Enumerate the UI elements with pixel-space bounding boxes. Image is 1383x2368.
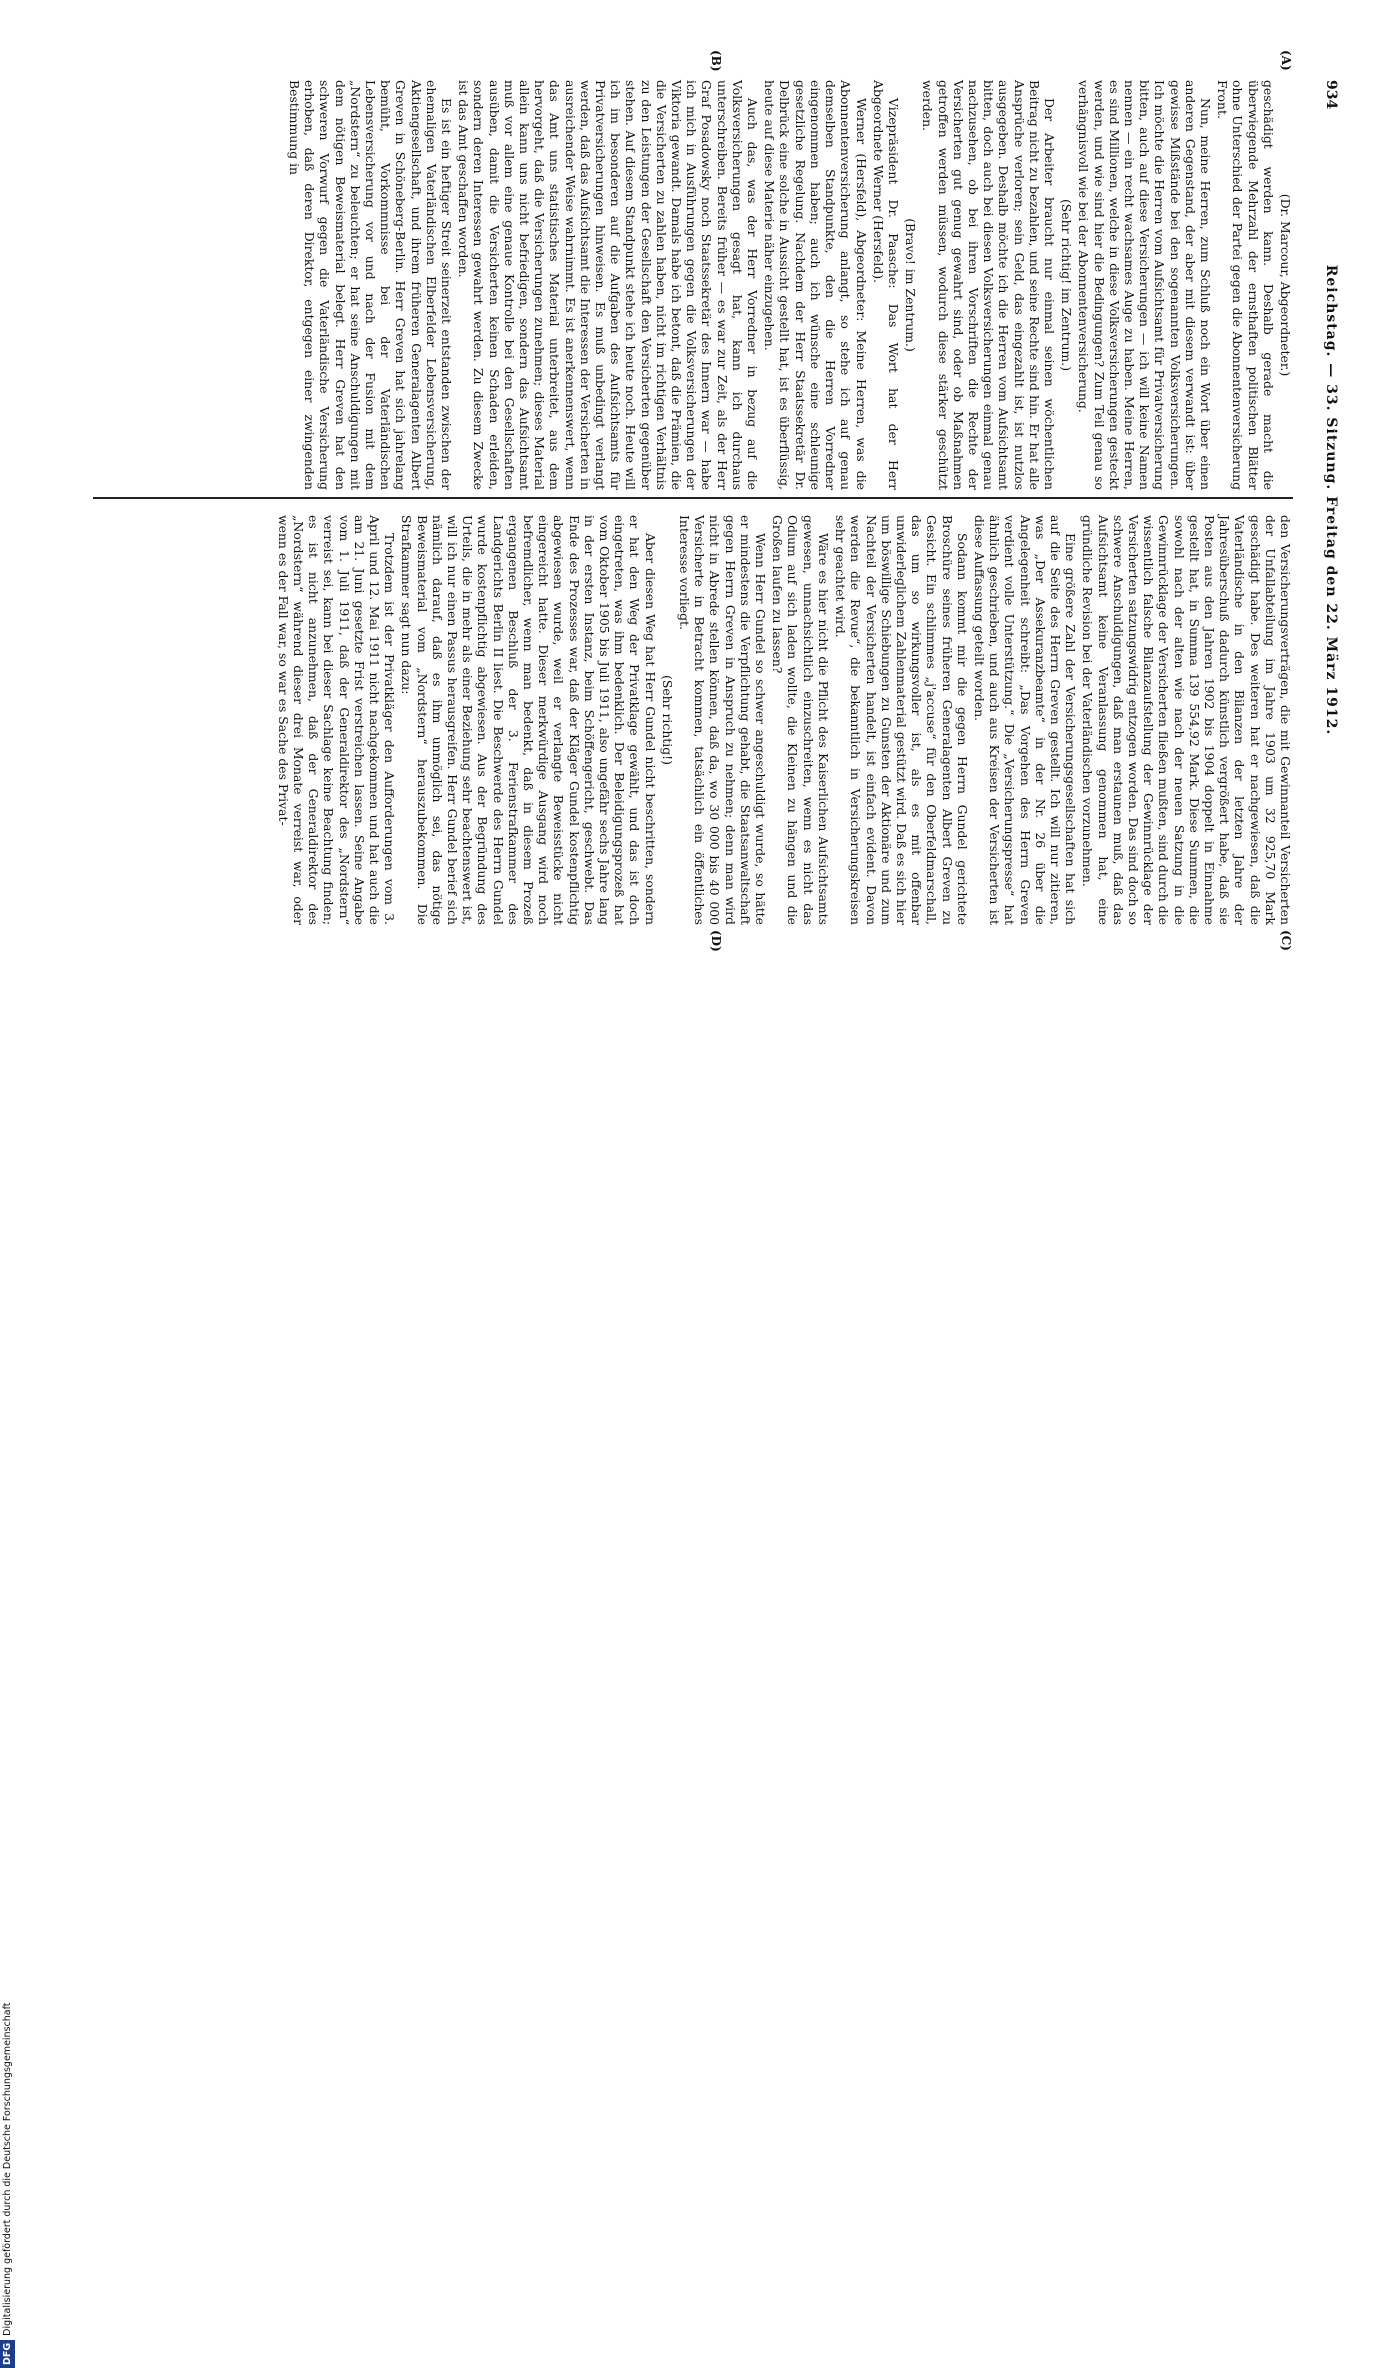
paragraph: Wäre es hier nicht die Pflicht des Kaiserlichen Aufsichtsamts gewesen, unnachsichtlich einzuschreiten, wenn es nicht das Odium auf sich laden wollte, die Kleinen zu hängen und die Großen laufen zu lassen?: [770, 515, 831, 925]
paragraph: Wenn Herr Gundel so schwer angeschuldigt wurde, so hätte er mindestens die Verpflichtung gehabt, die Staatsanwaltschaft gegen Herrn Greven in Anspruch zu nehmen; denn man wird nicht in Abrede stellen können, daß da, wo 30 000 bis 40 000 Versicherte in Betracht kommen, tatsächlich ein öffentliches Interesse vorliegt.: [677, 515, 769, 925]
digitization-credit: [0, 985, 15, 2368]
margin-mark-c: (C): [1279, 930, 1293, 951]
margin-mark-a: (A): [1279, 50, 1293, 71]
page-header: [1317, 80, 1345, 920]
paragraph: Der Arbeiter braucht nur einmal seinen wöchentlichen Beitrag nicht zu bezahlen, und seine Rechte sind hin. Er hat alle Ansprüche verloren; sein Geld, das eingezahlt ist, ist nutzlos ausgegeben. Deshalb möchte ich die Herren vom Aufsichtsamt bitten, doch auch bei diesen Volksversicherungen einmal genau nachzusehen, ob bei ihren Vorschriften die Rechte der Versicherten gut genug gewahrt sind, oder ob Maßnahmen getroffen werden müssen, wodurch diese stärker geschützt werden.: [920, 80, 1057, 490]
speaker-attribution: (Dr. Marcour, Abgeordneter.): [1278, 193, 1293, 377]
paragraph: Eine größere Zahl der Versicherungsgesellschaften hat sich auf die Seite des Herrn Greven gestellt. Ich will nur zitieren, was „Der Assekuranzbeamte“ in der Nr. 26 über die Angelegenheit schreibt: „Das Vorgehen des Herrn Greven verdient volle Unterstützung.“ Die „Versicherungspresse“ hat ähnlich geschrieben, und auch aus Kreisen der Versicherten ist diese Auffassung geteilt worden.: [971, 515, 1079, 925]
paragraph: Es ist ein heftiger Streit seinerzeit entstanden zwischen der ehemaligen Vaterländischen Elberfelder Lebensversicherung, Aktiengesellschaft, und ihrem früheren Generalagenten Albert Greven in Schöneberg-Berlin. Herr Greven hat sich jahrelang bemüht, Vorkommnisse bei der Vaterländischen Lebensversicherung vor und nach der Fusion mit dem „Nordstern“ zu beleuchten; er hat seine Anschuldigungen mit dem nötigen Beweismaterial belegt. Herr Greven hat den schweren Vorwurf gegen die Vaterländische Versicherung erhoben, daß deren Direktor, entgegen einer zwingenden Bestimmung in: [287, 80, 455, 490]
page-number: 934: [1323, 80, 1339, 110]
interjection: (Bravo! im Zentrum.): [903, 218, 919, 352]
dfg-logo: DFG: [0, 2340, 15, 2368]
paragraph: Trotzdem ist der Privatkläger den Aufforderungen vom 3. April und 12. Mai 1911 nicht nachgekommen und hat auch die am 21. Juni gesetzte Frist verstreichen lassen. Seine Angabe vom 1. Juli 1911, daß der Generaldirektor des „Nordstern“ verreist sei, kann bei dieser Sachlage keine Beachtung finden; es ist nicht anzunehmen, daß der Generaldirektor des „Nordstern“ während dieser drei Monate verreist war, oder wenn es der Fall war, so war es Sache des Privat-: [275, 515, 398, 925]
left-text-column: [93, 80, 1293, 490]
running-title: Reichstag. — 33. Sitzung. Freitag den 22. März 1912.: [1323, 264, 1339, 736]
margin-mark-d: (D): [709, 930, 723, 952]
paragraph: Werner (Hersfeld), Abgeordneter: Meine Herren, was die Abonnentenversicherung anlangt, so stehe ich auf genau demselben Standpunkte, den die Herren Vorredner eingenommen haben; auch ich wünsche eine schleunige gesetzliche Regelung. Nachdem der Herr Staatssekretär Dr. Delbrück eine solche in Aussicht gestellt hat, ist es überflüssig, heute auf diese Materie näher einzugehen.: [762, 80, 869, 490]
interjection: (Sehr richtig!): [659, 675, 675, 765]
column-divider: [93, 497, 1293, 499]
paragraph: Nun, meine Herren, zum Schluß noch ein Wort über einen anderen Gegenstand, der aber mit diesem verwandt ist: über gewisse Mißstände bei den sogenannten Volksversicherungen. Ich möchte die Herren vom Aufsichtsamt für Privatversicherung bitten, auch auf diese Versicherungen — ich will keine Namen nennen — ein recht wachsames Auge zu haben. Meine Herren, es sind Millionen, welche in diese Volksversicherungen gesteckt werden, und wie sind hier die Bedingungen? Zum Teil genau so verhängnisvoll wie bei der Abonnentenversicherung.: [1076, 80, 1213, 490]
paragraph: Auch das, was der Herr Vorredner in bezug auf die Volksversicherungen gesagt hat, kann ich durchaus unterschreiben. Bereits früher — es war zur Zeit, als der Herr Graf Posadowsky noch Staatssekretär des Innern war — habe ich mich in Ausführungen gegen die Volksversicherungen der Viktoria gewandt. Damals habe ich betont, daß die Prämien, die die Versicherten zu zahlen haben, nicht im richtigen Verhältnis zu den Leistungen der Gesellschaft den Versicherten gegenüber stehen. Auf diesem Standpunkt stehe ich heute noch. Heute will ich im besonderen auf die Aufgaben des Aufsichtsamts für Privatversicherungen hinweisen. Es muß unbedingt verlangt werden, daß das Aufsichtsamt die Interessen der Versicherten in ausreichender Weise wahrnimmt. Es ist anerkennenswert, wenn das Amt uns statistisches Material unterbreitet, aus dem hervorgeht, daß die Versicherungen zunehmen; dieses Material allein kann uns nicht befriedigen, sondern das Aufsichtsamt muß vor allem eine genaue Kontrolle bei den Gesellschaften ausüben, damit die Versicherten keinen Schaden erleiden, sondern deren Interessen gewahrt werden. Zu diesem Zwecke ist das Amt geschaffen worden.: [456, 80, 761, 490]
right-text-column: [93, 515, 1293, 925]
paragraph: Sodann kommt mir die gegen Herrn Gundel gerichtete Broschüre seines früheren Generalagenten Albert Greven zu Gesicht. Ein schlimmes „j'accuse“ für den Oberfeldmarschall, das um so wirkungsvoller ist, als es mit offenbar unwiderleglichem Zahlenmaterial gestützt wird. Daß es sich hier um böswillige Schiebungen zu Gunsten der Aktionäre und zum Nachteil der Versicherten handelt, ist einfach evident. Davon werden die Revue“, die bekanntlich in Versicherungskreisen sehr geachtet wird.: [833, 515, 970, 925]
paragraph: geschädigt werden kann. Deshalb gerade macht die überwiegende Mehrzahl der ernsthaften politischen Blätter ohne Unterschied der Partei gegen die Abonnentenversicherung Front.: [1215, 80, 1276, 490]
interjection: (Sehr richtig! im Zentrum.): [1059, 198, 1075, 372]
credit-text: Digitalisierung gefördert durch die Deutsche Forschungsgemeinschaft: [2, 2002, 13, 2336]
scanned-page: [0, 0, 1383, 1000]
paragraph: den Versicherungsverträgen, die mit Gewinnanteil Versicherten der Unfallabteilung im Jahre 1903 um 32 925,70 Mark geschädigt habe. Des weiteren hat er nachgewiesen, daß die Vaterländische in den Bilanzen der letzten Jahre der Jahresüberschuß dadurch künstlich vergrößert habe, daß sie Posten aus den Jahren 1902 bis 1904 doppelt in Einnahme gestellt hat, in Summa 139 554,92 Mark. Diese Summen, die sowohl nach der alten wie nach der neuen Satzung in die Gewinnrücklage der Versicherten fließen mußten, sind durch die wissentlich falsche Bilanzaufstellung der Gewinnrücklage der Versicherten satzungswidrig entzogen worden. Das sind doch so schwere Anschuldigungen, daß man erstaunen muß, daß das Aufsichtsamt keine Veranlassung genommen hat, eine gründliche Revision bei der Vaterländischen vorzunehmen.: [1080, 515, 1293, 925]
paragraph: Aber diesen Weg hat Herr Gundel nicht beschritten, sondern er hat den Weg der Privatklage gewählt, und das ist doch eingetreten, was ihm bedenklich. Der Beleidigungsprozeß hat vom Oktober 1905 bis Juli 1911, also ungefähr sechs Jahre lang in der ersten Instanz, beim Schöffengericht, geschwebt. Das Ende des Prozesses war, daß der Kläger Gundel kostenpflichtig abgewiesen wurde, weil er verlangte Beweisstücke nicht eingereicht hatte. Dieser merkwürdige Ausgang wird noch befremdlicher, wenn man bedenkt, daß in diesem Prozeß ergangenen Beschluß der 3. Ferienstrafkammer des Landgerichts Berlin II liest. Die Beschwerde des Herrn Gundel wurde kostenpflichtig abgewiesen. Aus der Begründung des Urteils, die in mehr als einer Beziehung sehr beachtenswert ist, will ich nur einen Passus herausgreifen. Herr Gundel berief sich nämlich darauf, daß es ihm unmöglich sei, das nötige Beweismaterial vom „Nordstern“ herauszubekommen. Die Strafkammer sagt nun dazu:: [399, 515, 658, 925]
paragraph: Vizepräsident Dr. Paasche: Das Wort hat der Herr Abgeordnete Werner (Hersfeld).: [870, 80, 901, 490]
margin-mark-b: (B): [709, 50, 723, 72]
